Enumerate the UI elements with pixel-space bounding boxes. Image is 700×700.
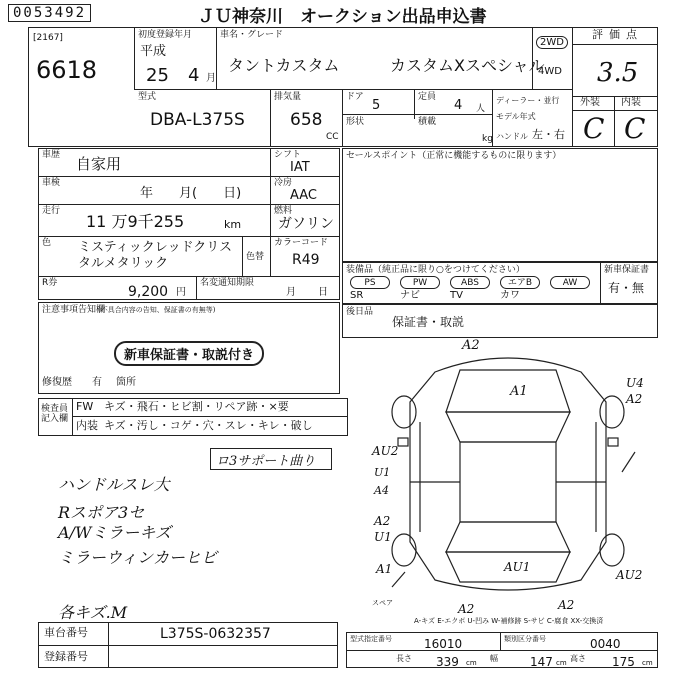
handwritten-note-2: Rスポア3セ	[58, 503, 145, 522]
car-name: タントカスタム	[228, 56, 340, 75]
owner-label: 名変通知期限	[200, 278, 255, 288]
score-value: 3.5	[597, 58, 639, 88]
car-name-label: 車名・グレード	[220, 30, 284, 40]
mark-au2-left: AU2	[372, 444, 399, 458]
score-label: 評価点	[592, 28, 643, 41]
interior-grade: C	[624, 112, 646, 145]
height-unit: cm	[642, 659, 653, 667]
handwritten-note-0: ロ3サポート曲り	[216, 454, 316, 469]
chassis-number: L375S-0632357	[160, 626, 271, 642]
mark-a2-right: A2	[626, 392, 643, 406]
mark-u1-left: U1	[374, 466, 391, 479]
type-label: 型式	[138, 92, 157, 102]
mark-a2-top: A2	[462, 338, 480, 353]
class-number: 0040	[590, 637, 621, 651]
repair-label: 修復歴	[42, 377, 72, 388]
equipment-item: PS	[350, 276, 390, 289]
left-code: [2167]	[33, 33, 63, 43]
displacement: 658	[290, 110, 323, 130]
fuel-label: 燃料	[274, 206, 293, 216]
recycle-label: R券	[42, 278, 58, 288]
left-number: 6618	[36, 56, 98, 84]
kg-unit: kg	[482, 134, 493, 144]
registration-month-unit: 月	[206, 73, 216, 84]
fuel: ガソリン	[278, 216, 334, 232]
equipment-item: カワ	[500, 290, 520, 301]
handwritten-note-3: A/Wミラーキズ	[58, 523, 172, 542]
color-line2: タルメタリック	[78, 256, 169, 271]
color-label: 色	[42, 238, 52, 248]
yen-unit: 円	[176, 287, 186, 298]
checklist-row1: キズ・飛石・ヒビ割・リペア跡・×要	[104, 400, 289, 413]
shape-label: 形状	[346, 117, 365, 127]
color-line1: ミスティックレッドクリス	[78, 240, 233, 255]
usage-label: 車歴	[42, 150, 61, 160]
length: 339	[436, 655, 459, 669]
capacity-label: 定員	[418, 92, 437, 102]
attachments-value: 保証書・取説	[392, 315, 465, 329]
handle-value: 左・右	[532, 128, 565, 141]
model-type: DBA-L375S	[150, 110, 245, 130]
displacement-label: 排気量	[274, 92, 302, 102]
handwritten-note-4: ミラーウィンカーヒビ	[58, 548, 218, 567]
shift: IAT	[290, 160, 310, 175]
class-label: 類別区分番号	[504, 635, 546, 643]
checklist-label: 検査員記入欄	[41, 404, 69, 424]
shift-label: シフト	[274, 150, 302, 160]
equipment-item: AW	[550, 276, 590, 289]
registration-label: 初度登録年月	[138, 30, 193, 40]
checklist-row2-head: 内装	[76, 419, 98, 432]
ac-label: 冷房	[274, 178, 293, 188]
equipment-item: TV	[450, 290, 463, 301]
model-year-label: モデル年式	[496, 112, 536, 121]
equipment-label: 装備品（純正品に限り○をつけてください）	[346, 265, 525, 275]
equipment-item: PW	[400, 276, 440, 289]
mileage-label: 走行	[42, 206, 61, 216]
cc-unit: CC	[326, 132, 339, 142]
height-label: 高さ	[570, 654, 586, 663]
dealer-label: ディーラー・並行	[496, 96, 560, 105]
height: 175	[612, 655, 635, 669]
spare-mark: スペア	[372, 599, 393, 607]
km-unit: km	[224, 218, 242, 231]
warranty-stamp: 新車保証書・取説付き	[114, 341, 264, 366]
load-label: 積載	[418, 117, 437, 127]
mark-u1b: U1	[374, 530, 392, 544]
mark-au2-right: AU2	[616, 568, 643, 582]
mark-a1-bottom: A1	[376, 562, 393, 576]
width: 147	[530, 655, 553, 669]
registration-era: 平成	[140, 44, 167, 59]
chassis-label: 車台番号	[44, 626, 88, 639]
mark-a1: A1	[510, 384, 528, 399]
sales-point-label: セールスポイント（正常に機能するものに限ります）	[346, 151, 562, 161]
registration-year: 25	[146, 65, 169, 86]
recycle: 9,200	[128, 284, 169, 300]
interior-label: 内装	[621, 97, 641, 108]
handle-label: ハンドル	[496, 132, 528, 141]
capacity: 4	[454, 98, 463, 113]
doors: 5	[372, 98, 381, 113]
checklist-row1-head: FW	[76, 400, 94, 413]
drive-4wd: 4WD	[538, 66, 562, 77]
type-spec: 16010	[424, 637, 463, 651]
notes-label: 注意事項告知欄	[42, 305, 106, 315]
equipment-item: SR	[350, 290, 364, 301]
spare-label: 新車保証書	[604, 265, 650, 275]
owner-day: 日	[318, 287, 328, 298]
attachments-label: 後日品	[346, 307, 374, 317]
ac: AAC	[290, 188, 317, 203]
reg-label: 登録番号	[44, 650, 88, 663]
lot-id: 0053492	[8, 4, 91, 22]
checklist-row2: キズ・汚し・コゲ・穴・スレ・キレ・破し	[104, 419, 313, 432]
repair-value: 有	[92, 377, 102, 388]
handwritten-note-1: ハンドルスレ大	[58, 475, 170, 494]
mileage: 11 万9千255	[86, 212, 185, 231]
usage: 自家用	[76, 155, 122, 173]
notes-sublabel: (不具合内容の告知、保証書の有無等)	[98, 306, 216, 314]
car-grade: カスタムXスペシャル	[390, 56, 545, 75]
equipment-item: エアB	[500, 276, 540, 289]
owner-month: 月	[286, 287, 296, 298]
length-label: 長さ	[396, 654, 412, 663]
inspection: 年 月( 日)	[140, 186, 242, 201]
mark-a2-bottom1: A2	[458, 602, 475, 616]
equipment-item: ABS	[450, 276, 490, 289]
equipment-item: ナビ	[400, 290, 420, 301]
exterior-label: 外装	[580, 97, 600, 108]
damage-legend: A-キズ E-エクボ U-凹み W-補修跡 S-サビ C-腐食 XX-交換済	[414, 617, 604, 625]
color-change-label: 色替	[246, 252, 265, 262]
spare-value: 有・無	[608, 281, 645, 295]
mark-u4: U4	[626, 376, 644, 390]
mark-a2-bottom2: A2	[558, 598, 575, 612]
doors-label: ドア	[346, 92, 364, 102]
color-code: R49	[292, 252, 320, 268]
color-code-label: カラーコード	[274, 238, 329, 248]
registration-month: 4	[188, 65, 200, 86]
length-unit: cm	[466, 659, 477, 667]
mark-a4: A4	[374, 484, 389, 497]
handwritten-note-5: 各キズ.M	[58, 603, 128, 622]
drive-2wd: 2WD	[536, 36, 568, 49]
mark-au1: AU1	[504, 560, 531, 574]
page-title: ＪＵ神奈川 オークション出品申込書	[198, 7, 487, 27]
width-label: 幅	[490, 654, 498, 663]
repair-parts: 箇所	[116, 377, 136, 388]
exterior-grade: C	[583, 112, 605, 145]
inspection-label: 車検	[42, 178, 61, 188]
width-unit: cm	[556, 659, 567, 667]
type-spec-label: 型式指定番号	[350, 635, 392, 643]
person-unit: 人	[476, 104, 486, 114]
mark-a2-left: A2	[374, 514, 391, 528]
